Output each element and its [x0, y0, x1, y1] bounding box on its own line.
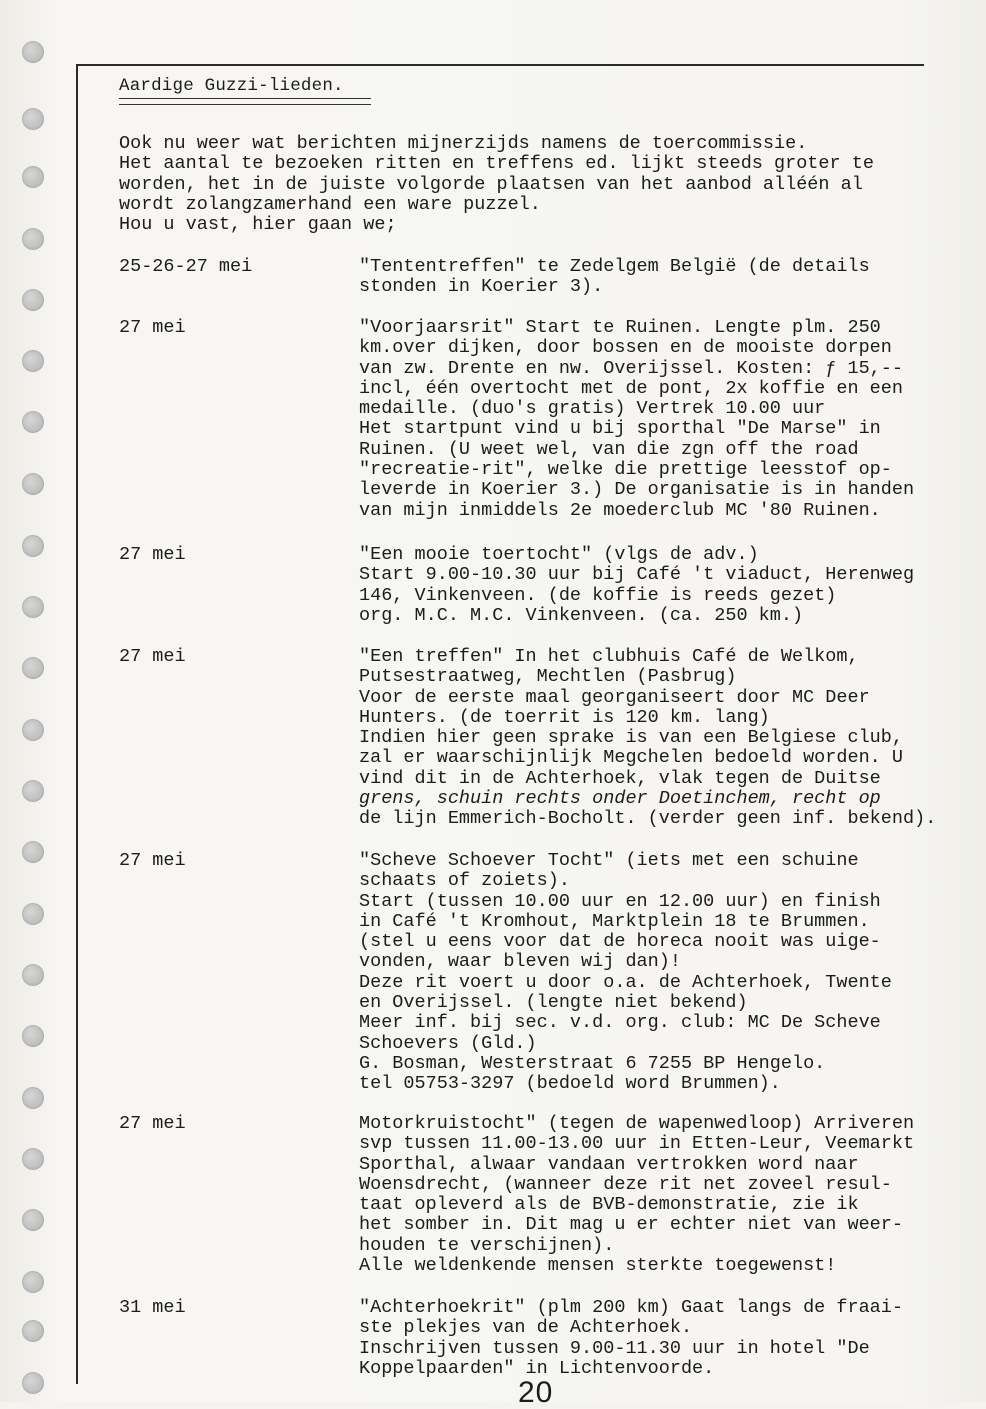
entry-line: "Een mooie toertocht" (vlgs de adv.): [359, 544, 759, 565]
binder-hole: [22, 1209, 44, 1231]
entry-line: houden te verschijnen).: [359, 1234, 615, 1256]
binder-hole: [22, 1320, 44, 1342]
entry-line: grens, schuin rechts onder Doetinchem, recht op: [359, 788, 881, 810]
page-title: Aardige Guzzi-lieden.: [119, 76, 344, 96]
binder-hole: [22, 719, 44, 741]
entry-line: Motorkruistocht" (tegen de wapenwedloop) Arriveren: [359, 1113, 915, 1134]
binder-hole: [22, 841, 44, 863]
intro-line: worden, het in de juiste volgorde plaatsen van het aanbod alléén al: [119, 173, 863, 195]
page-number: 20: [518, 1376, 554, 1409]
entry-line: Voor de eerste maal georganiseert door MC Deer: [359, 686, 870, 708]
entry-line: incl, één overtocht met de pont, 2x koffie en een: [359, 377, 903, 399]
entry-line: Woensdrecht, (wanneer deze rit net zoveel resul-: [359, 1173, 892, 1195]
entry-line: stonden in Koerier 3).: [359, 276, 604, 298]
entry-date: 27 mei: [119, 317, 186, 338]
entry-line: het somber in. Dit mag u er echter niet van weer-: [359, 1214, 903, 1236]
entry-line: Het startpunt vind u bij sporthal "De Marse" in: [359, 418, 881, 440]
entry-line: Start (tussen 10.00 uur en 12.00 uur) en finish: [359, 890, 881, 912]
binder-hole: [22, 411, 44, 433]
entry-line: (stel u eens voor dat de horeca nooit was uige-: [359, 931, 881, 953]
entry-line: "Tententreffen" te Zedelgem België (de details: [359, 256, 870, 277]
entry-description: [359, 851, 979, 1095]
entry-line: de lijn Emmerich-Bocholt. (verder geen inf. bekend).: [359, 808, 937, 830]
entry-line: van mijn inmiddels 2e moederclub MC '80 Ruinen.: [359, 499, 881, 521]
entry-line: "Scheve Schoever Tocht" (iets met een schuine: [359, 850, 859, 871]
entry-line: tel 05753-3297 (bedoeld word Brummen).: [359, 1073, 781, 1095]
entry-line: svp tussen 11.00-13.00 uur in Etten-Leur, Veemarkt: [359, 1133, 915, 1155]
binder-hole: [22, 1372, 44, 1394]
entry-description: [359, 318, 979, 521]
entry-line: van zw. Drente en nw. Overijssel. Kosten: ƒ 15,--: [359, 357, 903, 379]
title-underline: [119, 98, 371, 105]
entry-line: Start 9.00-10.30 uur bij Café 't viaduct, Herenweg: [359, 564, 915, 586]
entry-line: Alle weldenkende mensen sterkte toegewenst!: [359, 1255, 837, 1277]
entry-line: medaille. (duo's gratis) Vertrek 10.00 uur: [359, 398, 826, 420]
entry-line: en Overijssel. (lengte niet bekend): [359, 992, 748, 1014]
entry-line: Schoevers (Gld.): [359, 1032, 537, 1054]
entry-line: Inschrijven tussen 9.00-11.30 uur in hotel "De: [359, 1337, 870, 1359]
binder-hole: [22, 903, 44, 925]
entry-line: Putsestraatweg, Mechtlen (Pasbrug): [359, 666, 737, 688]
entry-line: "Een treffen" In het clubhuis Café de Welkom,: [359, 646, 859, 667]
entry-line: Indien hier geen sprake is van een Belgiese club,: [359, 727, 903, 749]
binder-hole: [22, 657, 44, 679]
entry-line: zal er waarschijnlijk Megchelen bedoeld worden. U: [359, 747, 903, 769]
binder-hole: [22, 780, 44, 802]
entry-description: [359, 1114, 979, 1276]
binder-hole: [22, 289, 44, 311]
binder-hole: [22, 350, 44, 372]
binder-hole: [22, 108, 44, 130]
entry-line: Hunters. (de toerrit is 120 km. lang): [359, 706, 770, 728]
entry-line: leverde in Koerier 3.) De organisatie is in handen: [359, 479, 915, 501]
entry-line: in Café 't Kromhout, Marktplein 18 te Brummen.: [359, 910, 870, 932]
binder-hole: [22, 1087, 44, 1109]
entry-description: [359, 647, 979, 830]
entry-line: "recreatie-rit", welke die prettige leesstof op-: [359, 459, 892, 481]
binder-hole: [22, 166, 44, 188]
entry-date: 31 mei: [119, 1297, 186, 1318]
entry-line: Meer inf. bij sec. v.d. org. club: MC De Scheve: [359, 1012, 881, 1034]
entry-date: 27 mei: [119, 1113, 186, 1134]
entry-line: org. M.C. M.C. Vinkenveen. (ca. 250 km.): [359, 604, 804, 626]
entry-line: Sporthal, alwaar vandaan vertrokken word naar: [359, 1153, 859, 1175]
entry-line: G. Bosman, Westerstraat 6 7255 BP Hengelo.: [359, 1052, 826, 1074]
intro-paragraph: [119, 134, 969, 235]
entry-line: "Achterhoekrit" (plm 200 km) Gaat langs de fraai-: [359, 1297, 903, 1318]
entry-date: 27 mei: [119, 544, 186, 565]
binder-hole: [22, 1148, 44, 1170]
intro-line: Het aantal te bezoeken ritten en treffens ed. lijkt steeds groter te: [119, 153, 874, 175]
entry-line: Koppelpaarden" in Lichtenvoorde.: [359, 1357, 715, 1379]
frame-top-rule: [76, 64, 924, 66]
binder-hole: [22, 473, 44, 495]
entry-line: "Voorjaarsrit" Start te Ruinen. Lengte plm. 250: [359, 317, 881, 338]
frame-left-rule: [76, 64, 78, 1384]
entry-date: 27 mei: [119, 646, 186, 667]
entry-line: 146, Vinkenveen. (de koffie is reeds gezet): [359, 584, 837, 606]
entry-line: taat opleverd als de BVB-demonstratie, zie ik: [359, 1194, 859, 1216]
binder-hole: [22, 535, 44, 557]
binder-hole: [22, 964, 44, 986]
binder-hole: [22, 596, 44, 618]
intro-line: wordt zolangzamerhand een ware puzzel.: [119, 193, 541, 215]
entry-description: [359, 1298, 979, 1379]
binder-hole: [22, 1271, 44, 1293]
entry-line: vind dit in de Achterhoek, vlak tegen de Duitse: [359, 767, 881, 789]
binder-hole: [22, 41, 44, 63]
entry-date: 27 mei: [119, 850, 186, 871]
entry-date: 25-26-27 mei: [119, 256, 253, 277]
intro-line: Hou u vast, hier gaan we;: [119, 214, 397, 236]
entry-line: vonden, waar bleven wij dan)!: [359, 951, 681, 973]
entry-line: km.over dijken, door bossen en de mooiste dorpen: [359, 337, 892, 359]
entry-description: [359, 257, 979, 298]
entry-line: Deze rit voert u door o.a. de Achterhoek, Twente: [359, 971, 892, 993]
entry-line: schaats of zoiets).: [359, 870, 570, 892]
binder-hole: [22, 1025, 44, 1047]
intro-line: Ook nu weer wat berichten mijnerzijds namens de toercommissie.: [119, 133, 808, 154]
entry-line: Ruinen. (U weet wel, van die zgn off the road: [359, 438, 859, 460]
entry-description: [359, 545, 979, 626]
binder-hole: [22, 228, 44, 250]
entry-line: ste plekjes van de Achterhoek.: [359, 1317, 693, 1339]
